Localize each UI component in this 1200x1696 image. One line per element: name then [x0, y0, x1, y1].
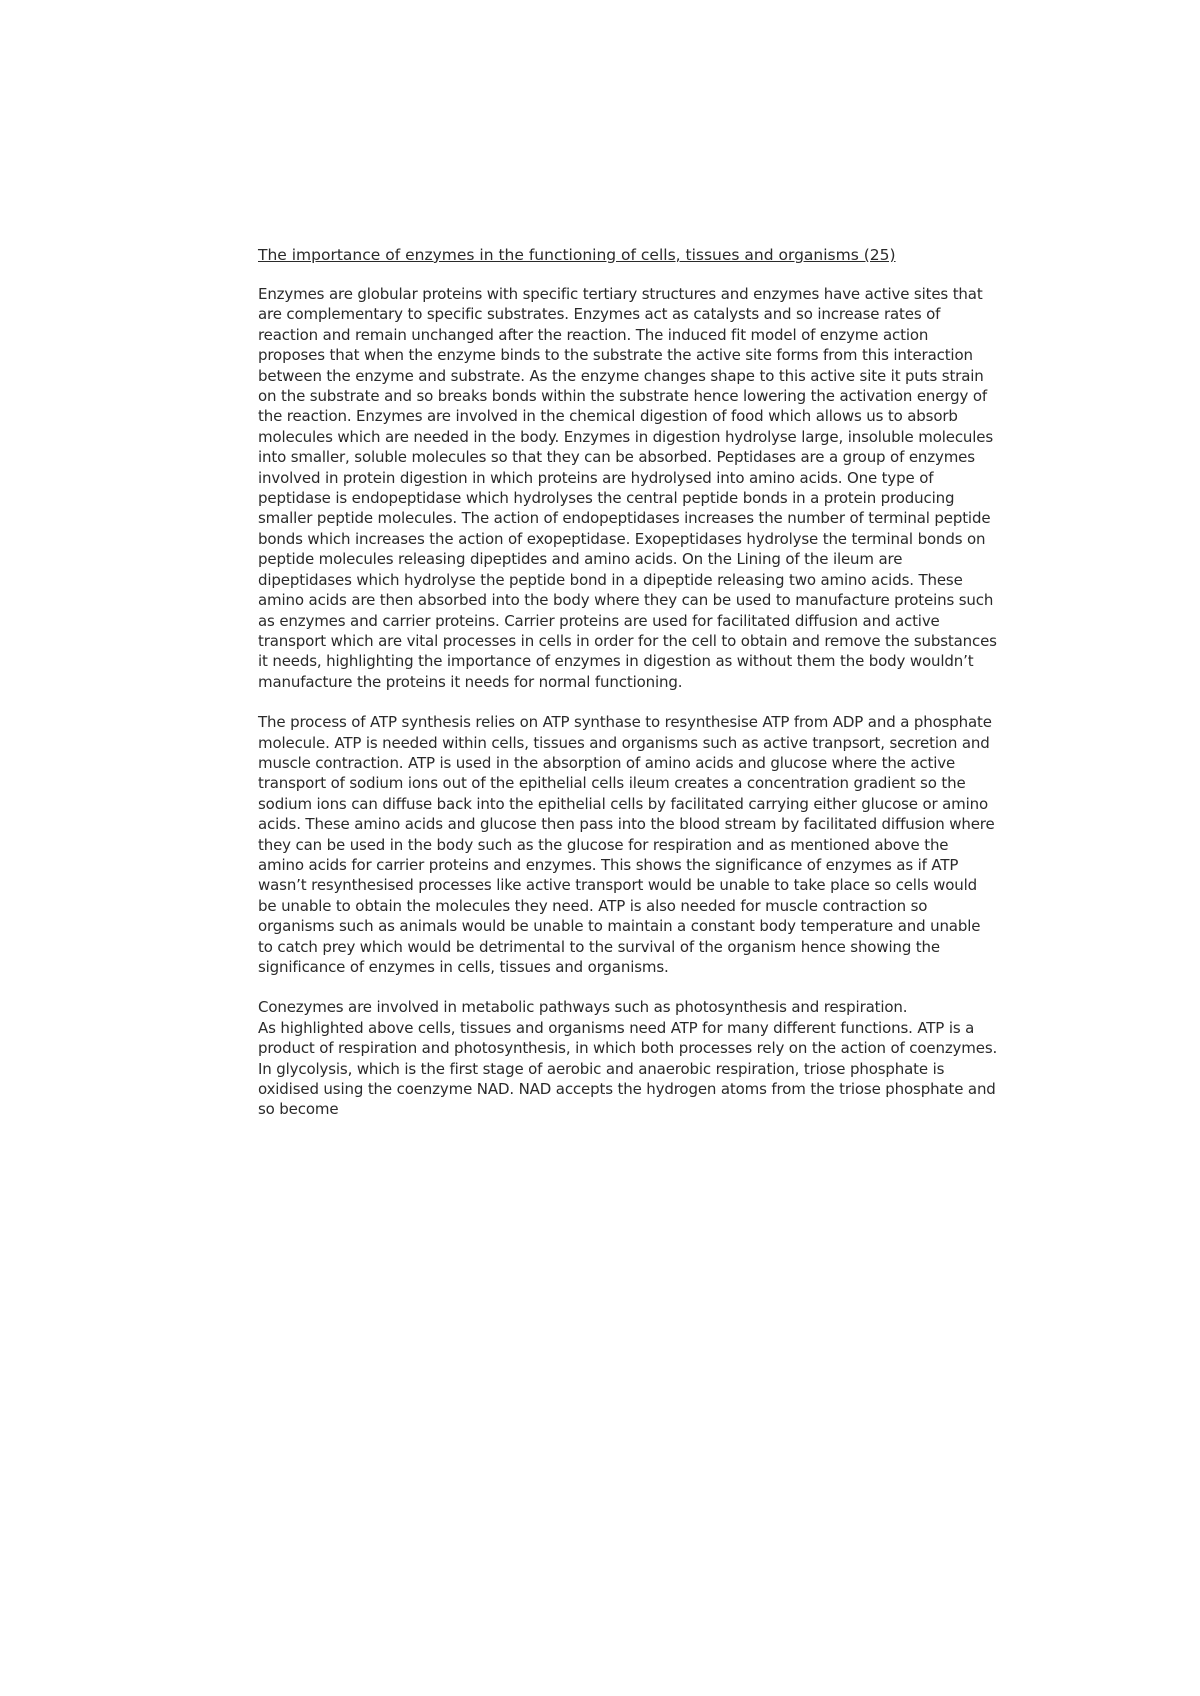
document-page [258, 245, 998, 1140]
paragraph-enzymes-digestion: Enzymes are globular proteins with specific tertiary structures and enzymes have active sites that are complementary to specific substrates. Enzymes act as catalysts and so increase rates of reaction and remain unchanged after the reaction. The induced fit model of enzyme action proposes that when the enzyme binds to the substrate the active site forms from this interaction between the enzyme and substrate. As the enzyme changes shape to this active site it puts strain on the substrate and so breaks bonds within the substrate hence lowering the activation energy of the reaction. Enzymes are involved in the chemical digestion of food which allows us to absorb molecules which are needed in the body. Enzymes in digestion hydrolyse large, insoluble molecules into smaller, soluble molecules so that they can be absorbed. Peptidases are a group of enzymes involved in protein digestion in which proteins are hydrolysed into amino acids. One type of peptidase is endopeptidase which hydrolyses the central peptide bonds in a protein producing smaller peptide molecules. The action of endopeptidases increases the number of terminal peptide bonds which increases the action of exopeptidase. Exopeptidases hydrolyse the terminal bonds on peptide molecules releasing dipeptides and amino acids. On the Lining of the ileum are dipeptidases which hydrolyse the peptide bond in a dipeptide releasing two amino acids. These amino acids are then absorbed into the body where they can be used to manufacture proteins such as enzymes and carrier proteins. Carrier proteins are used for facilitated diffusion and active transport which are vital processes in cells in order for the cell to obtain and remove the substances it needs, highlighting the importance of enzymes in digestion as without them the body wouldn’t manufacture the proteins it needs for normal functioning. [258, 285, 997, 691]
paragraph-coenzymes-intro: Conezymes are involved in metabolic pathways such as photosynthesis and respiration. [258, 998, 908, 1017]
paragraph-respiration: As highlighted above cells, tissues and organisms need ATP for many different functions. ATP is a product of respiration and photosynthesis, in which both processes rely on the action of coenzymes. In glycolysis, which is the first stage of aerobic and anaerobic respiration, triose phosphate is oxidised using the coenzyme NAD. NAD accepts the hydrogen atoms from the triose phosphate and so become [258, 1018, 998, 1119]
document-title: The importance of enzymes in the functioning of cells, tissues and organisms (25) [258, 246, 896, 264]
paragraph-atp-synthesis: The process of ATP synthesis relies on ATP synthase to resynthesise ATP from ADP and a phosphate molecule. ATP is needed within cells, tissues and organisms such as active tranpsort, secretion and muscle contraction. ATP is used in the absorption of amino acids and glucose where the active transport of sodium ions out of the epithelial cells ileum creates a concentration gradient so the sodium ions can diffuse back into the epithelial cells by facilitated carrying either glucose or amino acids. These amino acids and glucose then pass into the blood stream by facilitated diffusion where they can be used in the body such as the glucose for respiration and as mentioned above the amino acids for carrier proteins and enzymes. This shows the significance of enzymes as if ATP wasn’t resynthesised processes like active transport would be unable to take place so cells would be unable to obtain the molecules they need. ATP is also needed for muscle contraction so organisms such as animals would be unable to maintain a constant body temperature and unable to catch prey which would be detrimental to the survival of the organism hence showing the significance of enzymes in cells, tissues and organisms. [258, 713, 995, 976]
